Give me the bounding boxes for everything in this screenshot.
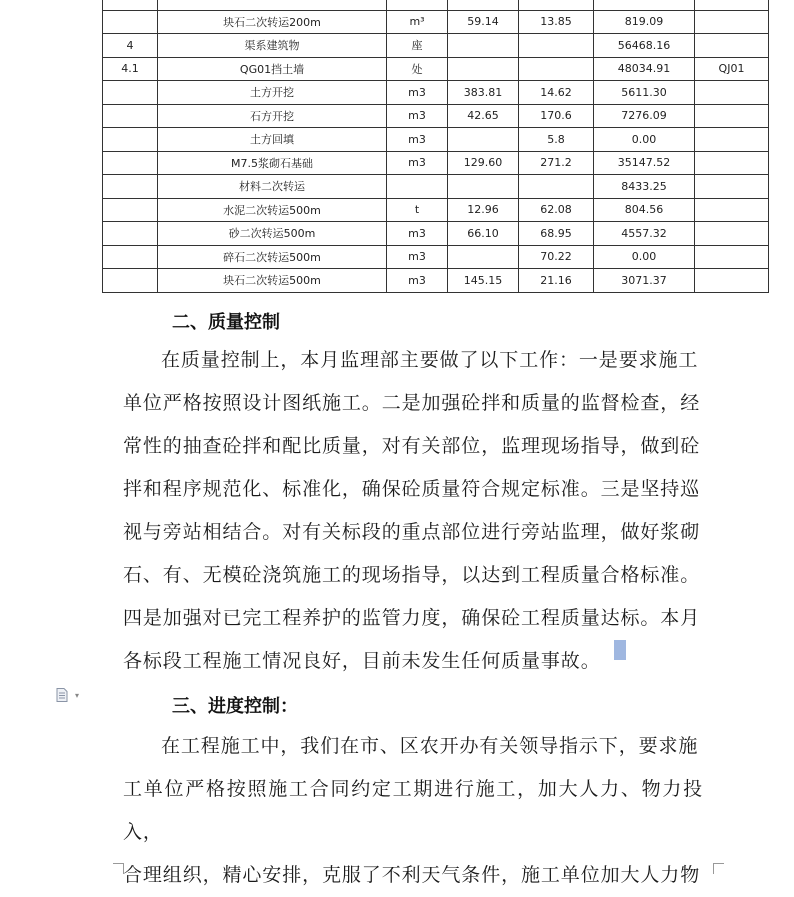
table-cell-name: 碎石二次转运500m [158,245,387,269]
paragraph-line: 常性的抽查砼拌和配比质量，对有关部位，监理现场指导，做到砼 [123,435,701,457]
table-cell-name: 土方回填 [158,128,387,152]
table-cell-remark [695,222,769,246]
paragraph-line: 在工程施工中，我们在市、区农开办有关领导指示下，要求施 [161,735,699,757]
table-cell-name [158,0,387,10]
table-cell-price [519,0,594,10]
table-cell-unit: m3 [387,245,448,269]
table-cell-unit: m3 [387,81,448,105]
document-icon[interactable] [56,688,68,702]
table-cell-total: 0.00 [594,128,695,152]
table-cell-remark [695,175,769,199]
table-cell-no [103,0,158,10]
paragraph-line: 视与旁站相结合。对有关标段的重点部位进行旁站监理，做好浆砌 [123,521,701,543]
table-cell-no [103,151,158,175]
table-cell-remark [695,245,769,269]
table-cell-total: 8433.25 [594,175,695,199]
table-body [103,0,769,292]
table-cell-total: 804.56 [594,198,695,222]
table-cell-remark [695,128,769,152]
table-cell-total [594,0,695,10]
table-row [103,0,769,10]
table-cell-remark [695,34,769,58]
table-cell-qty: 145.15 [448,269,519,293]
table-cell-total: 48034.91 [594,57,695,81]
table-row [103,222,769,246]
table-cell-no [103,81,158,105]
table-cell-price [519,175,594,199]
table-cell-unit [387,0,448,10]
table-cell-remark [695,269,769,293]
quality-paragraph [123,339,703,683]
table-cell-remark [695,81,769,105]
text-cursor-highlight [614,640,626,660]
table-cell-unit: m3 [387,128,448,152]
table-row [103,198,769,222]
table-cell-unit: m3 [387,269,448,293]
chevron-down-icon[interactable]: ▾ [75,691,80,700]
table-cell-name: 材料二次转运 [158,175,387,199]
table-cell-qty [448,245,519,269]
paragraph-line: 在质量控制上，本月监理部主要做了以下工作：一是要求施工 [161,349,699,371]
table-row [103,269,769,293]
table-cell-qty [448,57,519,81]
table-cell-no [103,10,158,34]
section-heading-quality: 二、质量控制 [172,312,280,333]
table-row [103,81,769,105]
table-cell-price: 5.8 [519,128,594,152]
table-cell-price [519,34,594,58]
margin-mark-left [113,863,124,874]
table-row [103,10,769,34]
table-cell-price: 170.6 [519,104,594,128]
table-cell-remark [695,0,769,10]
table-cell-total: 4557.32 [594,222,695,246]
table-cell-total: 5611.30 [594,81,695,105]
table-cell-price: 13.85 [519,10,594,34]
table-cell-name: 石方开挖 [158,104,387,128]
table-cell-unit: t [387,198,448,222]
table-cell-unit: m3 [387,151,448,175]
paragraph-line: 单位严格按照设计图纸施工。二是加强砼拌和质量的监督检查，经 [123,392,701,414]
paragraph-line: 四是加强对已完工程养护的监管力度，确保砼工程质量达标。本月 [123,607,701,629]
table-row [103,128,769,152]
table-cell-remark [695,10,769,34]
table-cell-price: 62.08 [519,198,594,222]
table-cell-no [103,198,158,222]
progress-paragraph [123,725,703,897]
table-cell-price: 70.22 [519,245,594,269]
table-cell-name: 砂二次转运500m [158,222,387,246]
table-cell-qty: 59.14 [448,10,519,34]
quantity-table [102,0,769,293]
table-cell-price [519,57,594,81]
table-cell-no [103,128,158,152]
table-row [103,104,769,128]
table-cell-name: 水泥二次转运500m [158,198,387,222]
table-cell-total: 0.00 [594,245,695,269]
table-cell-qty [448,175,519,199]
table-cell-no [103,245,158,269]
table-cell-remark [695,151,769,175]
paragraph-line: 拌和程序规范化、标准化，确保砼质量符合规定标准。三是坚持巡 [123,478,701,500]
table-cell-price: 21.16 [519,269,594,293]
table-cell-remark: QJ01 [695,57,769,81]
paragraph-line: 工单位严格按照施工合同约定工期进行施工，加大人力、物力投入， [123,778,703,843]
table-cell-no [103,269,158,293]
table-cell-remark [695,198,769,222]
paragraph-line: 石、有、无模砼浇筑施工的现场指导，以达到工程质量合格标准。 [123,564,701,586]
table-row [103,245,769,269]
table-cell-name: 渠系建筑物 [158,34,387,58]
table-cell-unit: m³ [387,10,448,34]
table-cell-qty: 12.96 [448,198,519,222]
table-cell-unit: 座 [387,34,448,58]
table-cell-total: 819.09 [594,10,695,34]
table-cell-no: 4.1 [103,57,158,81]
table-row [103,151,769,175]
table-cell-qty: 129.60 [448,151,519,175]
table-cell-qty [448,128,519,152]
table-cell-name: 块石二次转运500m [158,269,387,293]
margin-mark-right [713,863,724,874]
table-cell-qty: 383.81 [448,81,519,105]
table-row [103,175,769,199]
table-cell-price: 14.62 [519,81,594,105]
table-row [103,34,769,58]
table-cell-no: 4 [103,34,158,58]
table-cell-total: 3071.37 [594,269,695,293]
table-cell-unit: m3 [387,104,448,128]
table-cell-unit [387,175,448,199]
table-cell-unit: 处 [387,57,448,81]
table-row [103,57,769,81]
table-cell-qty: 66.10 [448,222,519,246]
table-cell-name: 土方开挖 [158,81,387,105]
table-cell-total: 35147.52 [594,151,695,175]
table-cell-price: 271.2 [519,151,594,175]
table-cell-qty [448,0,519,10]
section-heading-progress: 三、进度控制： [172,696,298,717]
table-cell-no [103,104,158,128]
table-cell-qty: 42.65 [448,104,519,128]
table-cell-qty [448,34,519,58]
table-cell-unit: m3 [387,222,448,246]
table-cell-price: 68.95 [519,222,594,246]
table-cell-remark [695,104,769,128]
table-cell-name: 块石二次转运200m [158,10,387,34]
table-cell-no [103,175,158,199]
table-cell-no [103,222,158,246]
table-cell-name: QG01挡土墙 [158,57,387,81]
table-cell-name: M7.5浆砌石基础 [158,151,387,175]
table-cell-total: 56468.16 [594,34,695,58]
paragraph-line: 各标段工程施工情况良好，目前未发生任何质量事故。 [123,650,601,672]
table-cell-total: 7276.09 [594,104,695,128]
paragraph-line: 合理组织，精心安排，克服了不利天气条件，施工单位加大人力物 [123,864,701,886]
